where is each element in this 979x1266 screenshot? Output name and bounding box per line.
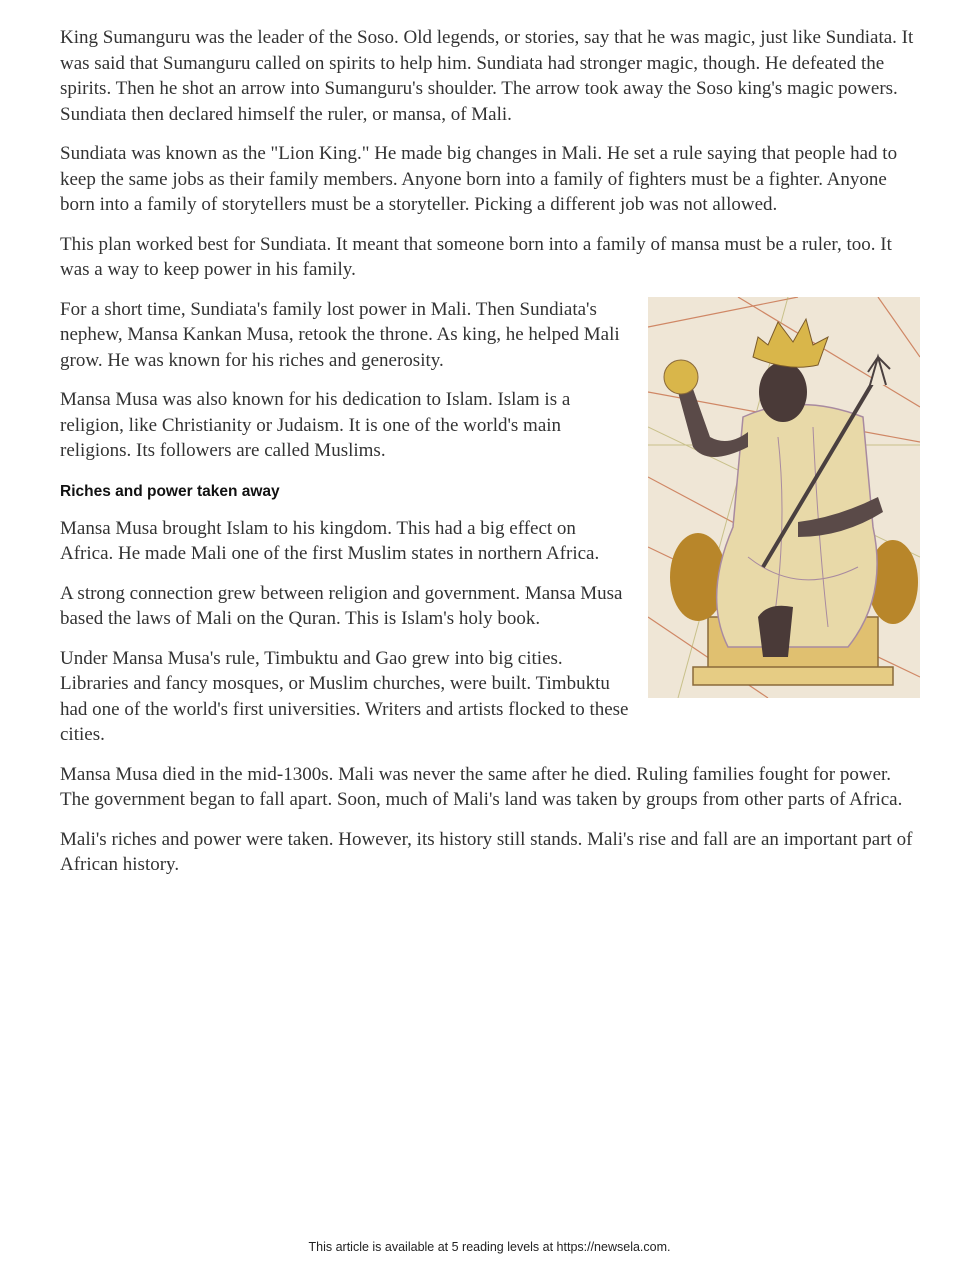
mansa-musa-image-icon	[648, 297, 920, 698]
paragraph: A strong connection grew between religion and government. Mansa Musa based the laws of Mali on the Quran. This is Islam's holy book.	[60, 582, 623, 629]
article-body	[60, 25, 920, 892]
paragraph: Under Mansa Musa's rule, Timbuktu and Gao grew into big cities. Libraries and fancy mosques, or Muslim churches, were built. Timbuktu had one of the world's first universities. Writers and artists flocked to these cities.	[60, 647, 629, 745]
footer-note: This article is available at 5 reading levels at https://newsela.com.	[308, 1240, 671, 1254]
paragraph: This plan worked best for Sundiata. It meant that someone born into a family of mansa must be a ruler, too. It was a way to keep power in his family.	[60, 233, 892, 280]
paragraph: Sundiata was known as the "Lion King." He made big changes in Mali. He set a rule saying that people had to keep the same jobs as their family members. Anyone born into a family of fighters must be a fighter. Anyone born into a family of storytellers must be a storyteller. Picking a different job was not allowed.	[60, 143, 898, 215]
paragraph: Mansa Musa was also known for his dedication to Islam. Islam is a religion, like Christianity or Judaism. It is one of the world's main religions. Its followers are called Muslims.	[60, 389, 571, 461]
paragraph: King Sumanguru was the leader of the Soso. Old legends, or stories, say that he was magic, just like Sundiata. It was said that Sumanguru called on spirits to help him. Sundiata had stronger magic, though. He defeated the spirits. Then he shot an arrow into Sumanguru's shoulder. The arrow took away the Soso king's magic powers. Sundiata then declared himself the ruler, or mansa, of Mali.	[60, 27, 914, 125]
paragraph: For a short time, Sundiata's family lost power in Mali. Then Sundiata's nephew, Mansa Kankan Musa, retook the throne. As king, he helped Mali grow. He was known for his riches and generosity.	[60, 298, 620, 371]
paragraph: Mansa Musa died in the mid-1300s. Mali was never the same after he died. Ruling families fought for power. The government began to fall apart. Soon, much of Mali's land was taken by groups from other parts of Africa.	[60, 763, 903, 810]
paragraph: Mali's riches and power were taken. However, its history still stands. Mali's rise and fall are an important part of African history.	[60, 828, 913, 875]
section-heading: Riches and power taken away	[60, 482, 280, 500]
mansa-musa-illustration	[648, 297, 920, 698]
paragraph: Mansa Musa brought Islam to his kingdom. This had a big effect on Africa. He made Mali one of the first Muslim states in northern Africa.	[60, 517, 600, 564]
